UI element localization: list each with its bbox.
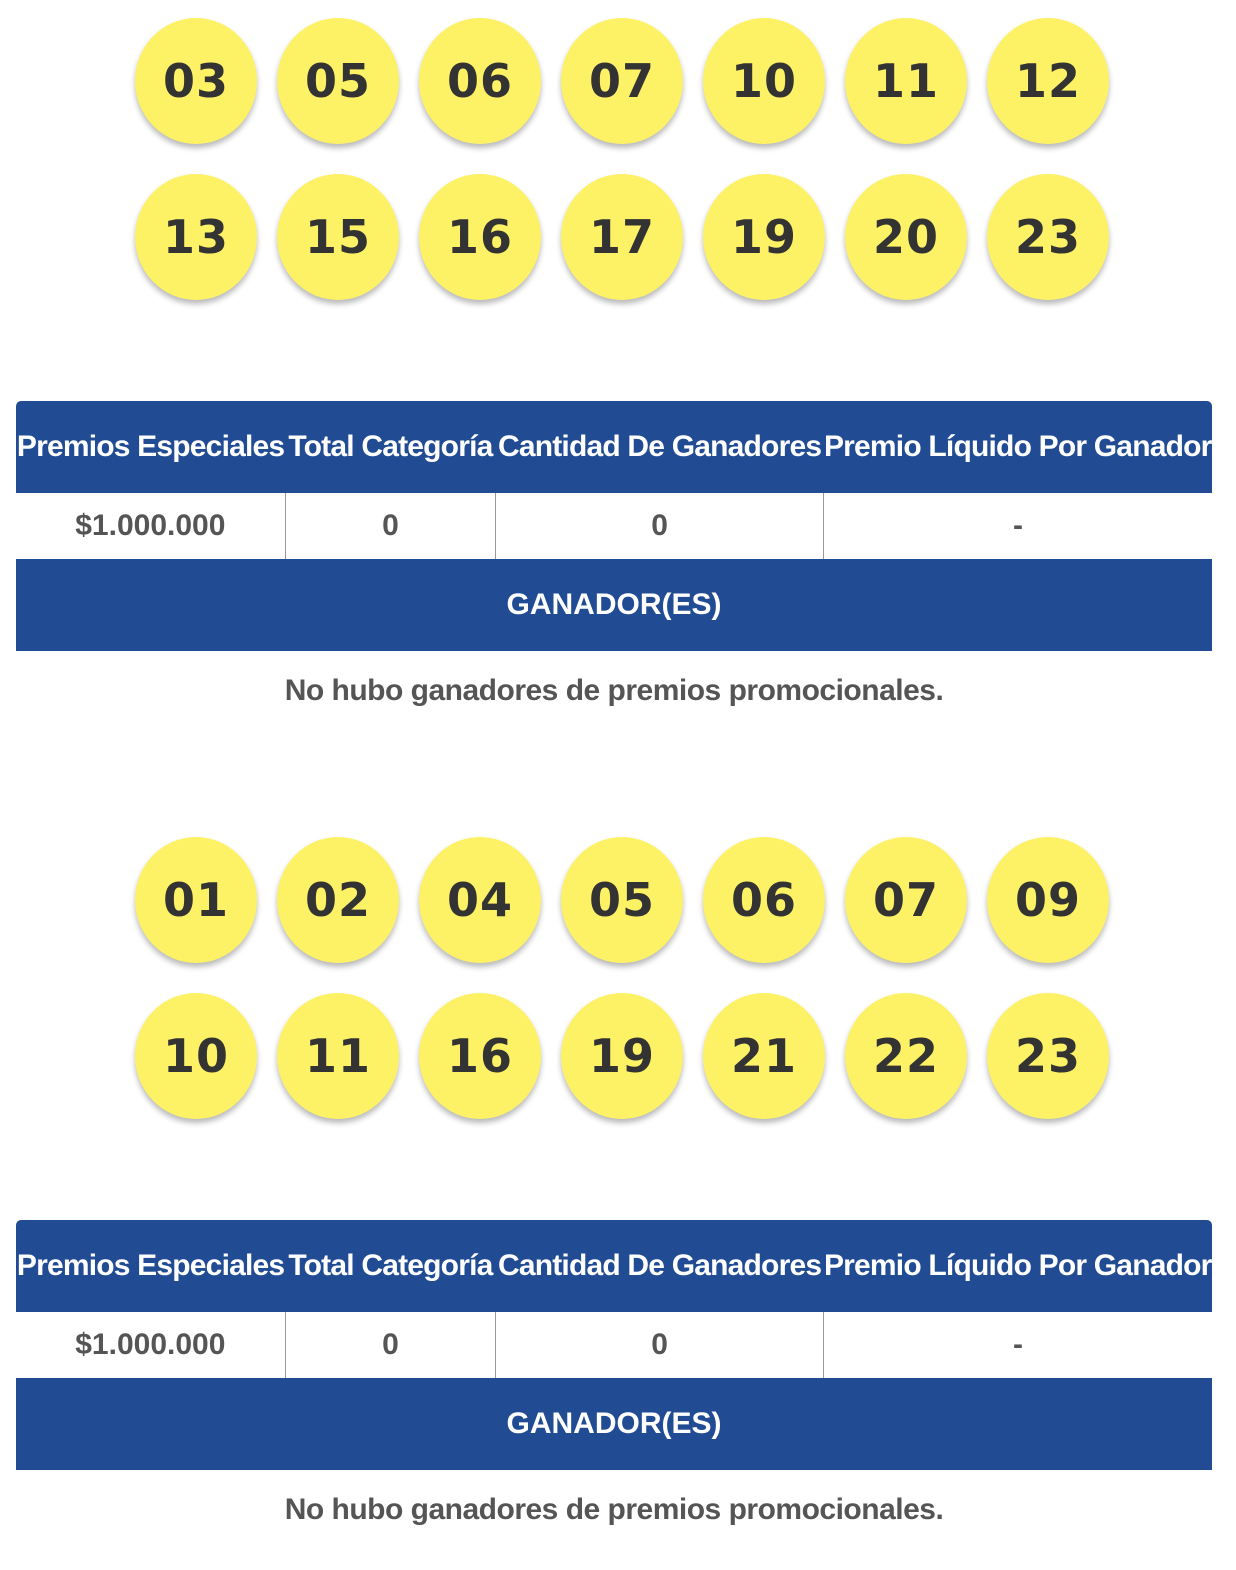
total-category-cell: 0 <box>285 1312 496 1378</box>
number-ball: 06 <box>419 18 541 144</box>
number-ball: 19 <box>561 993 683 1119</box>
number-ball: 09 <box>987 837 1109 963</box>
winners-header-row <box>15 1378 1214 1470</box>
number-ball: 07 <box>845 837 967 963</box>
number-ball: 03 <box>135 18 257 144</box>
header-cantidad-ganadores: Cantidad De Ganadores <box>496 400 824 494</box>
winners-count-cell: 0 <box>496 1312 824 1378</box>
number-ball: 15 <box>277 174 399 300</box>
header-cantidad-ganadores: Cantidad De Ganadores <box>496 1219 824 1313</box>
header-premios-especiales: Premios Especiales <box>15 1219 286 1313</box>
balls-row <box>135 18 1115 148</box>
winners-title: GANADOR(ES) <box>15 1378 1214 1470</box>
total-category-cell: 0 <box>285 493 496 559</box>
number-ball: 10 <box>135 993 257 1119</box>
number-ball: 05 <box>277 18 399 144</box>
balls-row <box>135 993 1115 1123</box>
number-ball: 01 <box>135 837 257 963</box>
number-ball: 16 <box>419 993 541 1119</box>
table-header-row <box>15 1219 1214 1313</box>
table-row <box>15 493 1214 559</box>
prize-table <box>13 398 1215 734</box>
winners-title: GANADOR(ES) <box>15 559 1214 651</box>
balls-row <box>135 837 1115 967</box>
table-header-row <box>15 400 1214 494</box>
header-premio-liquido: Premio Líquido Por Ganador <box>824 400 1214 494</box>
winners-message-row <box>15 1470 1214 1552</box>
winners-message-row <box>15 651 1214 733</box>
winners-message: No hubo ganadores de premios promocionales. <box>284 674 944 707</box>
number-ball: 11 <box>845 18 967 144</box>
number-ball: 19 <box>703 174 825 300</box>
net-prize-cell: - <box>824 493 1214 559</box>
winners-header-row <box>15 559 1214 651</box>
number-ball: 23 <box>987 993 1109 1119</box>
number-ball: 11 <box>277 993 399 1119</box>
prize-table <box>13 1217 1215 1553</box>
number-ball: 22 <box>845 993 967 1119</box>
header-premios-especiales: Premios Especiales <box>15 400 286 494</box>
header-total-categoria: Total Categoría <box>285 1219 496 1313</box>
number-ball: 20 <box>845 174 967 300</box>
number-ball: 16 <box>419 174 541 300</box>
winners-count-cell: 0 <box>496 493 824 559</box>
number-ball: 12 <box>987 18 1109 144</box>
winners-message: No hubo ganadores de premios promocionales. <box>284 1493 944 1526</box>
prize-amount-cell: $1.000.000 <box>75 1328 226 1361</box>
number-ball: 05 <box>561 837 683 963</box>
number-ball: 02 <box>277 837 399 963</box>
number-ball: 04 <box>419 837 541 963</box>
prize-amount-cell: $1.000.000 <box>75 509 226 542</box>
number-ball: 10 <box>703 18 825 144</box>
header-premio-liquido: Premio Líquido Por Ganador <box>824 1219 1214 1313</box>
number-ball: 07 <box>561 18 683 144</box>
net-prize-cell: - <box>824 1312 1214 1378</box>
number-ball: 06 <box>703 837 825 963</box>
table-row <box>15 1312 1214 1378</box>
number-ball: 23 <box>987 174 1109 300</box>
number-ball: 21 <box>703 993 825 1119</box>
number-ball: 13 <box>135 174 257 300</box>
balls-row <box>135 174 1115 304</box>
number-ball: 17 <box>561 174 683 300</box>
header-total-categoria: Total Categoría <box>285 400 496 494</box>
